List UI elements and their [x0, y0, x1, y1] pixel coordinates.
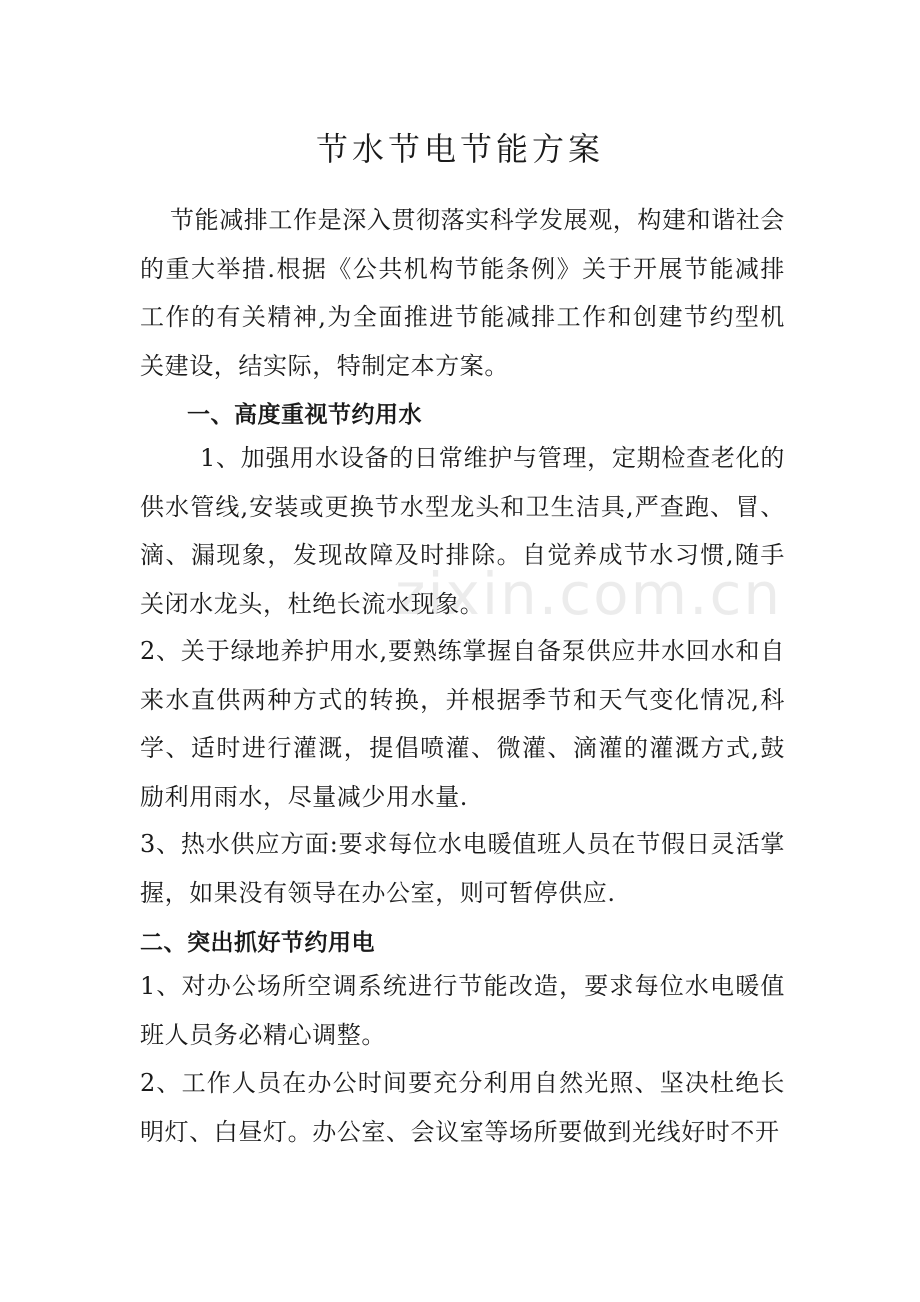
watermark: zixin.com.cn — [395, 560, 783, 628]
section-2-item-2: 2、工作人员在办公时间要充分利用自然光照、坚决杜绝长明灯、白昼灯。办公室、会议室等场所要做到光线好时不开 — [140, 1069, 785, 1146]
document-title: 节水节电节能方案 — [315, 130, 604, 168]
section-1-item-1: 1、加强用水设备的日常维护与管理，定期检查老化的供水管线,安装或更换节水型龙头和卫生洁具,严查跑、冒、滴、漏现象，发现故障及时排除。自觉养成节水习惯,随手关闭水龙头，杜绝长流水现象。 — [140, 444, 785, 618]
section-1-item-2: 2、关于绿地养护用水,要熟练掌握自备泵供应井水回水和自来水直供两种方式的转换，并根据季节和天气变化情况,科学、适时进行灌溉，提倡喷灌、微灌、滴灌的灌溉方式,鼓励利用雨水，尽量减少用水量. — [140, 637, 785, 811]
section-1-item-3: 3、热水供应方面:要求每位水电暖值班人员在节假日灵活掌握，如果没有领导在办公室，则可暂停供应. — [140, 830, 785, 907]
section-2-item-1: 1、对办公场所空调系统进行节能改造，要求每位水电暖值班人员务必精心调整。 — [140, 972, 785, 1049]
section-2-heading: 二、突出抓好节约用电 — [140, 930, 375, 956]
section-1-heading: 一、高度重视节约用水 — [187, 402, 422, 428]
intro-paragraph: 节能减排工作是深入贯彻落实科学发展观，构建和谐社会的重大举措.根据《公共机构节能条例》关于开展节能减排工作的有关精神,为全面推进节能减排工作和创建节约型机关建设，结实际，特制定本方案。 — [140, 206, 785, 380]
